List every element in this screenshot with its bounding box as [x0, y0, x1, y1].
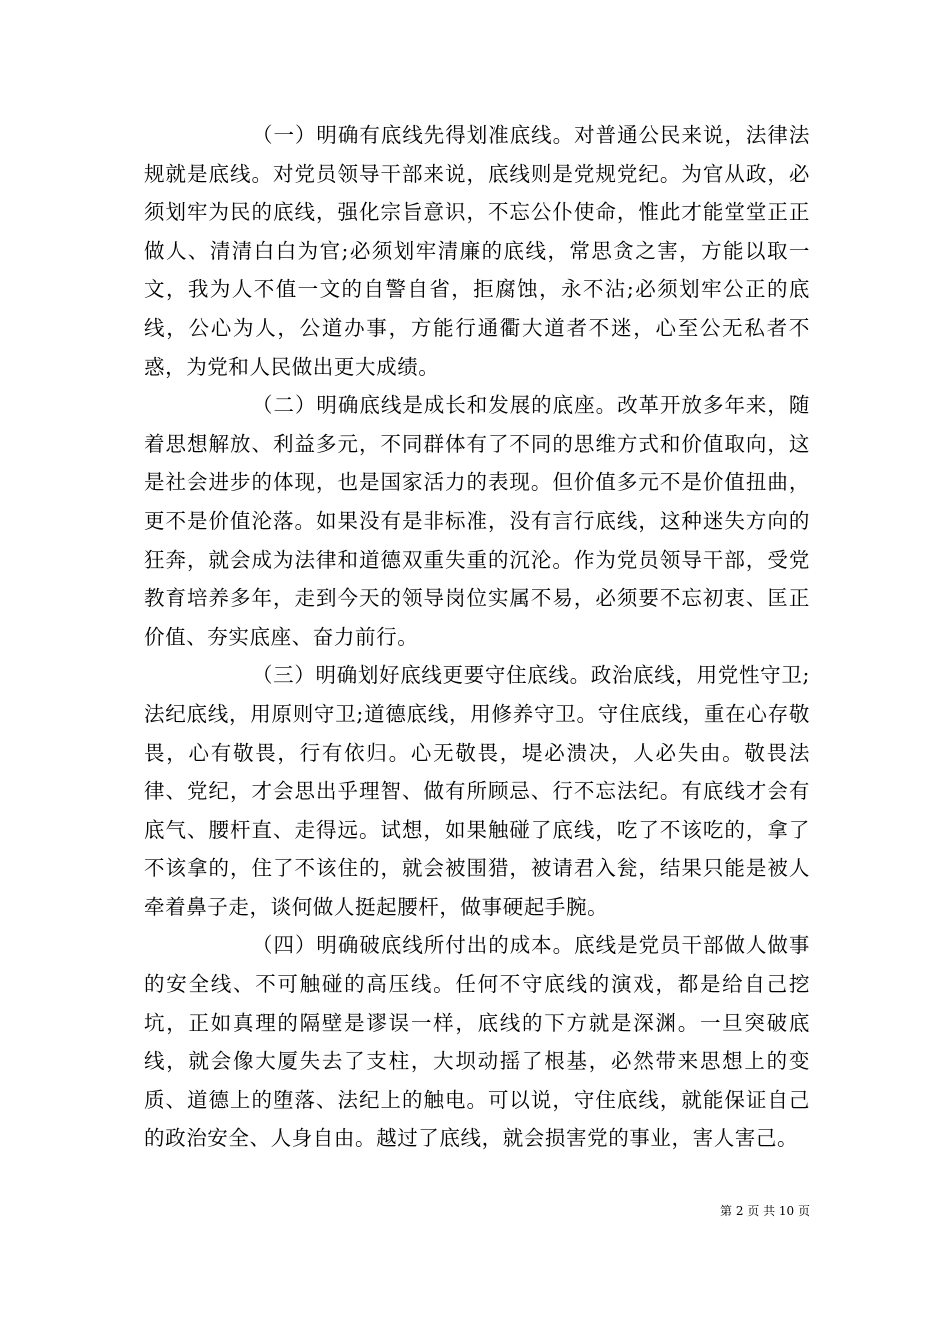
paragraph-2: （二）明确底线是成长和发展的底座。改革开放多年来，随着思想解放、利益多元，不同群体有了不同的思维方式和价值取向，这是社会进步的体现，也是国家活力的表现。但价值多元不是价值扭曲，更不是价值沦落。如果没有是非标准，没有言行底线，这种迷失方向的狂奔，就会成为法律和道德双重失重的沉沦。作为党员领导干部，受党教育培养多年，走到今天的领导岗位实属不易，必须要不忘初衷、匡正价值、夯实底座、奋力前行。 [144, 393, 810, 649]
paragraph-1: （一）明确有底线先得划准底线。对普通公民来说，法律法规就是底线。对党员领导干部来说，底线则是党规党纪。为官从政，必须划牢为民的底线，强化宗旨意识，不忘公仆使命，惟此才能堂堂正正做人、清清白白为官;必须划牢清廉的底线，常思贪之害，方能以取一文，我为人不值一文的自警自省，拒腐蚀，永不沾;必须划牢公正的底线，公心为人，公道办事，方能行通衢大道者不迷，心至公无私者不惑，为党和人民做出更大成绩。 [144, 123, 810, 379]
paragraph-3: （三）明确划好底线更要守住底线。政治底线，用党性守卫;法纪底线，用原则守卫;道德底线，用修养守卫。守住底线，重在心存敬畏，心有敬畏，行有依归。心无敬畏，堤必溃决，人必失由。敬畏法律、党纪，才会思出乎理智、做有所顾忌、行不忘法纪。有底线才会有底气、腰杆直、走得远。试想，如果触碰了底线，吃了不该吃的，拿了不该拿的，住了不该住的，就会被围猎，被请君入瓮，结果只能是被人牵着鼻子走，谈何做人挺起腰杆，做事硬起手腕。 [144, 663, 810, 919]
document-body [144, 116, 810, 1158]
paragraph-4: （四）明确破底线所付出的成本。底线是党员干部做人做事的安全线、不可触碰的高压线。任何不守底线的演戏，都是给自己挖坑，正如真理的隔壁是谬误一样，底线的下方就是深渊。一旦突破底线，就会像大厦失去了支柱，大坝动摇了根基，必然带来思想上的变质、道德上的堕落、法纪上的触电。可以说，守住底线，就能保证自己的政治安全、人身自由。越过了底线，就会损害党的事业，害人害己。 [144, 933, 810, 1151]
page-number-footer: 第 2 页 共 10 页 [720, 1204, 810, 1218]
